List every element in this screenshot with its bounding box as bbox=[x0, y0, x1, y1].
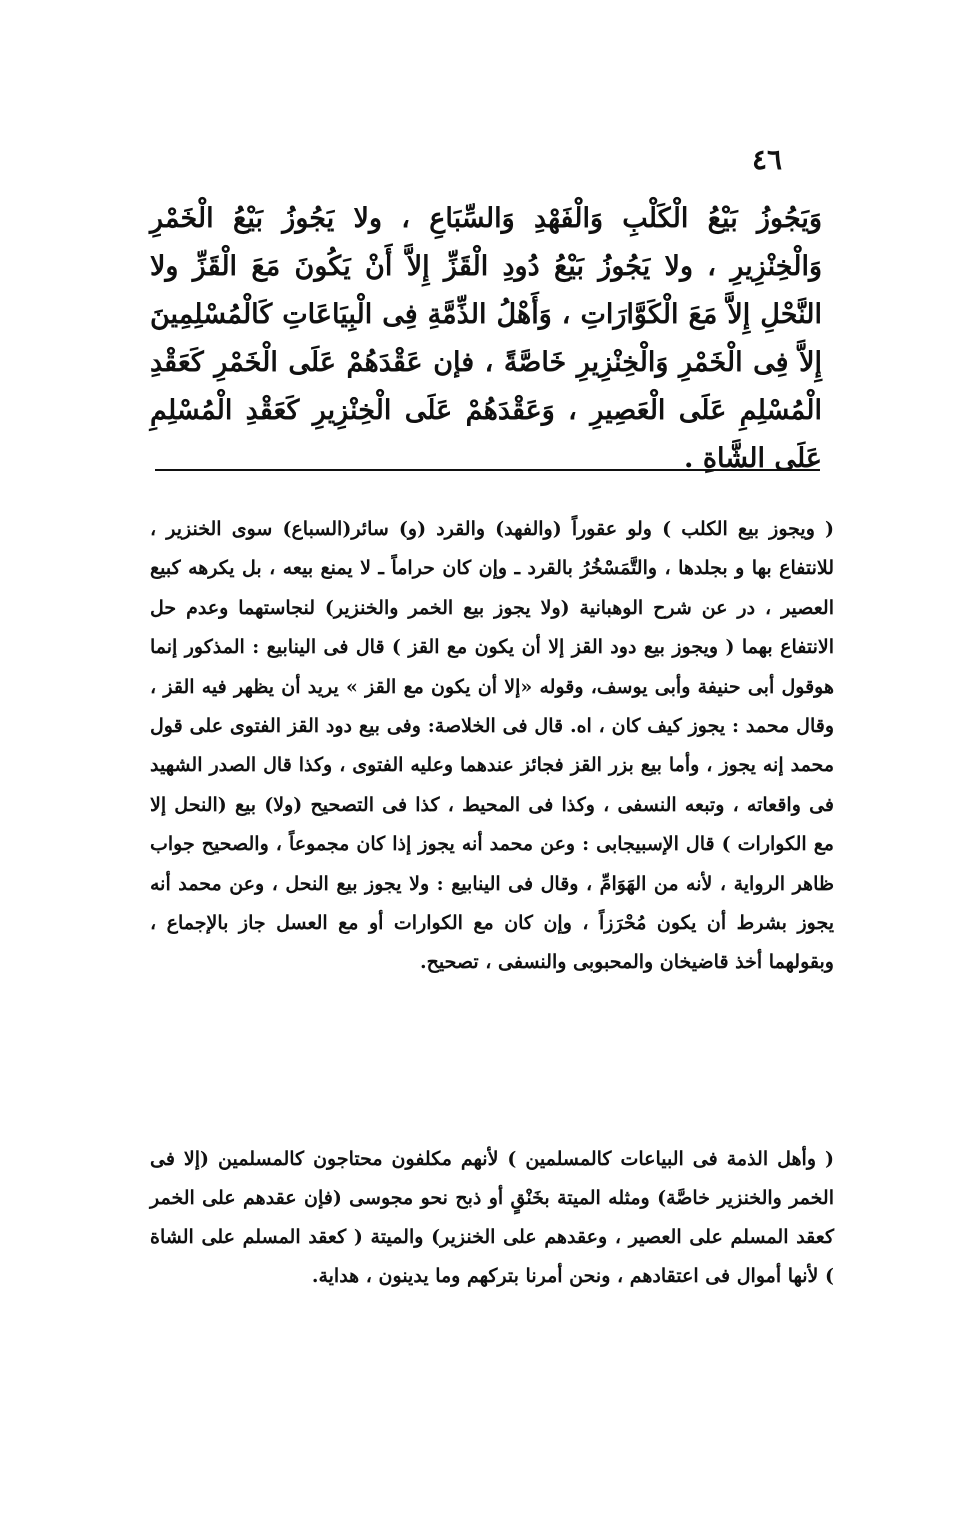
section-divider bbox=[155, 469, 820, 471]
main-text-paragraph: وَيَجُوزُ بَيْعُ الْكَلْبِ وَالْفَهْدِ وَالسِّبَاعِ ، ولا يَجُوزُ بَيْعُ الْخَمْرِ وَالْخِنْزِيرِ ، ولا يَجُوزُ بَيْعُ دُودِ الْقَزِّ إِلاَّ أَنْ يَكُونَ مَعَ الْقَزِّ ولا النَّحْلِ إِلاَّ مَعَ الْكَوَّارَاتِ ، وَأَهْلُ الذِّمَّةِ فِى الْبِيَاعَاتِ كَالْمُسْلِمِينَ إِلاَّ فِى الْخَمْرِ وَالْخِنْزِيرِ خَاصَّةً ، فإن عَقْدَهُمْ عَلَى الْخَمْرِ كَعَقْدِ الْمُسْلِمِ عَلَى الْعَصِيرِ ، وَعَقْدَهُمْ عَلَى الْخِنْزِيرِ كَعَقْدِ الْمُسْلِمِ عَلَى الشَّاةِ . bbox=[150, 203, 822, 474]
commentary-paragraph-1: ( ويجوز بيع الكلب ) ولو عقوراً (والفهد) والقرد (و) سائر(السباع) سوى الخنزير ، للانتفاع بها و بجلدها ، والتَّمَسْخُرُ بالقرد ـ وإن كان حراماً ـ لا يمنع بيعه ، بل يكرهه كبيع العصير ، در عن شرح الوهبانية (ولا يجوز بيع الخمر والخنزير) لنجاستهما وعدم حل الانتفاع بهما ( ويجوز بيع دود القز إلا أن يكون مع القز ) قال فى الينابيع : المذكور إنما هوقول أبى حنيفة وأبى يوسف، وقوله «إلا أن يكون مع القز » يريد أن يظهر فيه القز ، وقال محمد : يجوز كيف كان ، اه. قال فى الخلاصة: وفى بيع دود القز الفتوى على قول محمد إنه يجوز ، وأما بيع بزر القز فجائز عندهما وعليه الفتوى ، وكذا قال الصدر الشهيد فى واقعاته ، وتبعه النسفى ، وكذا فى المحيط ، كذا فى التصحيح (ولا) بيع (النحل إلا مع الكوارات ) قال الإسبيجابى : وعن محمد أنه يجوز إذا كان مجموعاً ، والصحيح جواب ظاهر الرواية ، لأنه من الهَوَامِّ ، وقال فى الينابيع : ولا يجوز بيع النحل ، وعن محمد أنه يجوز بشرط أن يكون مُحْرَزاً ، وإن كان مع الكوارات أو مع العسل جاز بالإجماع ، وبقولهما أخذ قاضيخان والمحبوبى والنسفى ، تصحيح. bbox=[150, 518, 834, 974]
commentary-paragraph-2: ( وأهل الذمة فى البياعات كالمسلمين ) لأنهم مكلفون محتاجون كالمسلمين (إلا فى الخمر والخنزير خاصَّة) ومثله الميتة بخَنْقٍ أو ذبح نحو مجوسى (فإن عقدهم على الخمر كعقد المسلم على العصير ، وعقدهم على الخنزير) والميتة ( كعقد المسلم على الشاة ) لأنها أموال فى اعتقادهم ، ونحن أمرنا بتركهم وما يدينون ، هداية. bbox=[150, 1148, 834, 1287]
page-number: ٤٦ bbox=[751, 143, 783, 176]
commentary-block-1 bbox=[150, 510, 834, 983]
main-text bbox=[150, 195, 822, 483]
commentary-block-2 bbox=[150, 1140, 834, 1296]
